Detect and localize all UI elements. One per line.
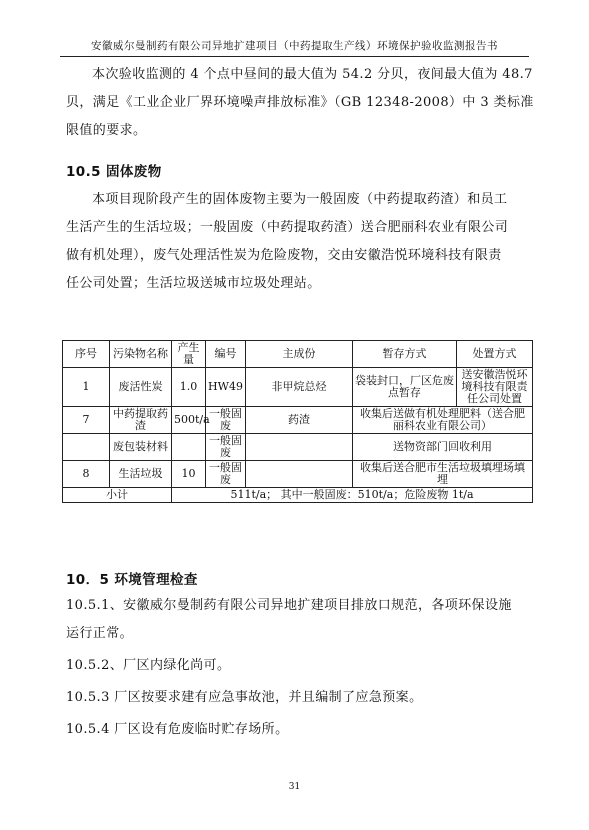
text-line: 本项目现阶段产生的固体废物主要为一般固废（中药提取药渣）和员工 <box>92 192 508 207</box>
table-cell: 收集后送合肥市生活垃圾填埋场填埋 <box>353 461 533 488</box>
table-cell: 收集后送做有机处理肥料（送合肥丽科农业有限公司） <box>353 407 533 434</box>
section-heading-env-management: 10．5 环境管理检查 <box>66 572 198 588</box>
solid-waste-table <box>62 340 533 503</box>
table-cell: 10 <box>172 461 206 488</box>
header-rule <box>60 56 529 57</box>
list-item-line: 运行正常。 <box>66 626 134 641</box>
table-cell <box>63 434 110 461</box>
table-subtotal-row <box>63 488 533 503</box>
table-cell: HW49 <box>206 368 246 407</box>
header-cell: 处置方式 <box>457 341 533 368</box>
text-line: 限值的要求。 <box>66 123 147 138</box>
header-cell: 主成份 <box>246 341 353 368</box>
running-header: 安徽威尔曼制药有限公司异地扩建项目（中药提取生产线）环境保护验收监测报告书 <box>91 40 498 52</box>
page-number: 31 <box>288 782 301 792</box>
table-cell: 8 <box>63 461 110 488</box>
header-cell: 产生量 <box>172 341 206 368</box>
table-row <box>63 407 533 434</box>
subtotal-value: 511t/a； 其中一般固废：510t/a；危险废物 1t/a <box>172 488 533 503</box>
table-cell: 送安徽浩悦环境科技有限责任公司处置 <box>457 368 533 407</box>
table-cell: 生活垃圾 <box>110 461 172 488</box>
header-cell: 编号 <box>206 341 246 368</box>
text-line: 任公司处置；生活垃圾送城市垃圾处理站。 <box>66 276 321 291</box>
table-cell: 非甲烷总烃 <box>246 368 353 407</box>
table-cell: 7 <box>63 407 110 434</box>
table-cell: 中药提取药渣 <box>110 407 172 434</box>
table-cell: 袋装封口，厂区危废点暂存 <box>353 368 457 407</box>
text-line: 本次验收监测的 4 个点中昼间的最大值为 54.2 分贝，夜间最大值为 48.7 <box>92 67 533 82</box>
table-header-row <box>63 341 533 368</box>
table-cell: 废活性炭 <box>110 368 172 407</box>
header-cell: 序号 <box>63 341 110 368</box>
table-cell <box>246 434 353 461</box>
section-heading-solid-waste: 10.5 固体废物 <box>66 164 162 180</box>
env-management-list <box>66 592 532 744</box>
solid-waste-paragraph <box>66 186 558 298</box>
table-cell: 废包装材料 <box>110 434 172 461</box>
subtotal-label: 小计 <box>63 488 172 503</box>
table-cell: 药渣 <box>246 407 353 434</box>
table-cell <box>172 434 206 461</box>
table-cell: 一般固废 <box>206 407 246 434</box>
table-cell: 送物资部门回收利用 <box>353 434 533 461</box>
text-line: 生活产生的生活垃圾；一般固废（中药提取药渣）送合肥丽科农业有限公司 <box>66 220 509 235</box>
table-row <box>63 434 533 461</box>
text-line: 做有机处理），废气处理活性炭为危险废物，交由安徽浩悦环境科技有限责 <box>66 248 502 263</box>
table-row <box>63 368 533 407</box>
header-cell: 暂存方式 <box>353 341 457 368</box>
table-cell: 一般固废 <box>206 461 246 488</box>
table-cell: 1.0 <box>172 368 206 407</box>
list-item-line: 10.5.2、厂区内绿化尚可。 <box>66 658 231 673</box>
table-cell: 500t/a <box>172 407 206 434</box>
list-item-line: 10.5.3 厂区按要求建有应急事故池，并且编制了应急预案。 <box>66 690 423 705</box>
table-cell: 一般固废 <box>206 434 246 461</box>
table-cell <box>246 461 353 488</box>
list-item-line: 10.5.1、安徽威尔曼制药有限公司异地扩建项目排放口规范，各项环保设施 <box>66 598 512 613</box>
noise-paragraph <box>66 61 558 145</box>
text-line: 贝，满足《工业企业厂界环境噪声排放标准》（GB 12348-2008）中 3 类标准 <box>66 95 534 110</box>
list-item-line: 10.5.4 厂区设有危废临时贮存场所。 <box>66 722 289 737</box>
header-cell: 污染物名称 <box>110 341 172 368</box>
table-row <box>63 461 533 488</box>
table-cell: 1 <box>63 368 110 407</box>
